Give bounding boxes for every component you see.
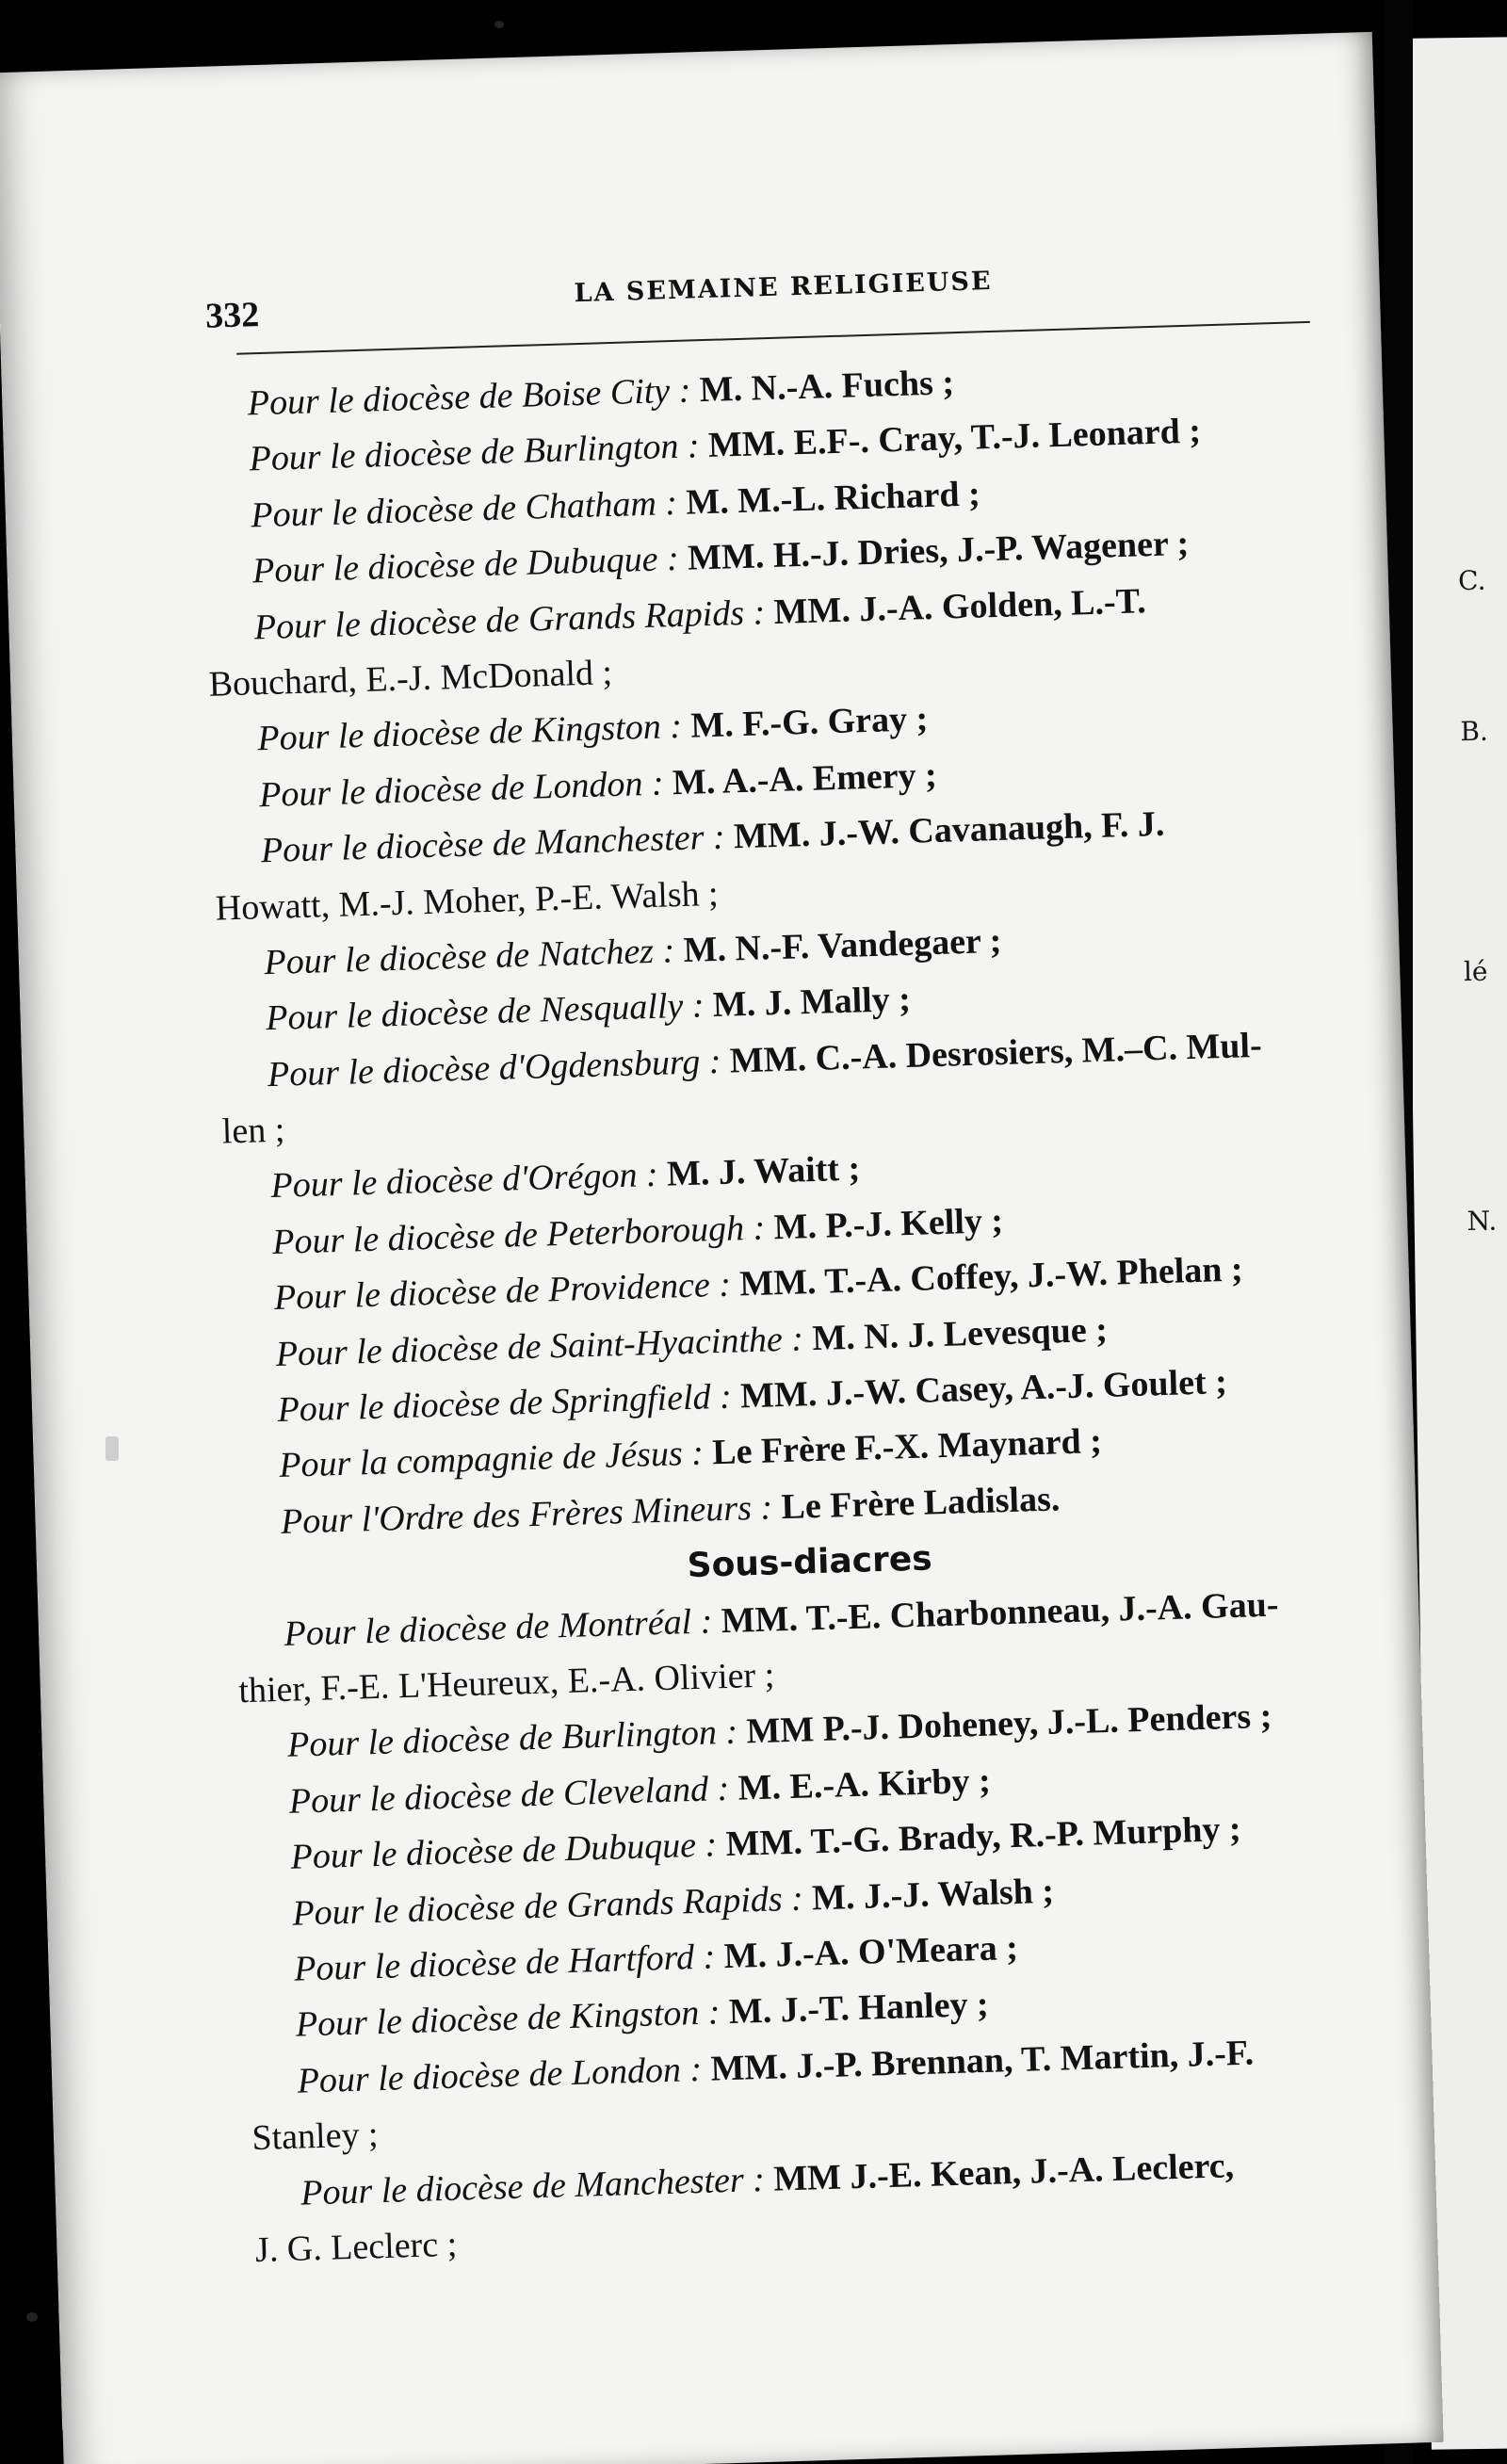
- diocese-label: Pour le diocèse de Grands Rapids :: [253, 592, 766, 647]
- diocese-label: Pour le diocèse de Cleveland :: [288, 1768, 730, 1822]
- entry-continuation: len ;: [221, 1110, 285, 1152]
- ordinand-names: M. P.-J. Kelly ;: [773, 1200, 1004, 1248]
- ordinand-names: MM. J.-W. Cavanaugh, F. J.: [733, 803, 1165, 857]
- ordinand-names: MM P.-J. Doheney, J.-L. Penders ;: [745, 1696, 1272, 1752]
- book-page: [0, 32, 1444, 2464]
- ordination-list: [171, 344, 1395, 2279]
- diocese-label: Pour le diocèse de London :: [258, 763, 665, 815]
- entry-continuation: J. G. Leclerc ;: [254, 2224, 458, 2270]
- diocese-label: Pour le diocèse de Springfield :: [276, 1376, 733, 1430]
- ordinand-names: MM. T.-G. Brady, R.-P. Murphy ;: [725, 1808, 1242, 1865]
- facing-page-fragment: N.: [1466, 1205, 1498, 1238]
- ordinand-names: M. N. J. Levesque ;: [811, 1309, 1109, 1358]
- ordinand-names: M. E.-A. Kirby ;: [737, 1760, 992, 1808]
- entry-continuation: Bouchard, E.-J. McDonald ;: [208, 653, 613, 705]
- diocese-label: Pour le diocèse de Peterborough :: [271, 1208, 766, 1262]
- diocese-label: Pour le diocèse de Kingston :: [256, 706, 683, 759]
- section-heading: Sous-diacres: [687, 1539, 933, 1586]
- ordinand-names: MM. J.-A. Golden, L.-T.: [773, 580, 1147, 632]
- facing-page-fragment: C.: [1457, 564, 1486, 597]
- diocese-label: Pour le diocèse de Dubuque :: [290, 1824, 718, 1877]
- diocese-label: Pour le diocèse de Manchester :: [300, 2159, 766, 2213]
- diocese-label: Pour le diocèse de Saint-Hyacinthe :: [275, 1319, 804, 1374]
- ordinand-names: MM J.-E. Kean, J.-A. Leclerc,: [772, 2145, 1235, 2199]
- ordinand-names: MM. C.-A. Desrosiers, M.–C. Mul-: [729, 1025, 1263, 1081]
- ordinand-names: MM. E.F-. Cray, T.-J. Leonard ;: [707, 411, 1202, 466]
- journal-title: LA SEMAINE RELIGIEUSE: [574, 266, 993, 309]
- ordinand-names: M. M.-L. Richard ;: [685, 474, 981, 523]
- ordinand-names: M. J.-A. O'Meara ;: [723, 1927, 1019, 1977]
- facing-page-fragment: B.: [1460, 715, 1489, 748]
- ordinand-names: M. J.-J. Walsh ;: [811, 1871, 1055, 1918]
- dust-speck: [494, 21, 504, 28]
- diocese-label: Pour le diocèse de Hartford :: [293, 1937, 716, 1989]
- ordinand-names: Le Frère Ladislas.: [780, 1479, 1061, 1527]
- diocese-label: Pour le diocèse de Chatham :: [250, 482, 678, 536]
- diocese-label: Pour le diocèse de Burlington :: [286, 1711, 738, 1766]
- facing-page-fragment: lé: [1463, 955, 1488, 988]
- diocese-label: Pour le diocèse de Nesqually :: [265, 985, 705, 1039]
- ordinand-names: M. A.-A. Emery ;: [672, 754, 938, 802]
- ordinand-names: M. J. Waitt ;: [666, 1148, 861, 1195]
- entry-continuation: Howatt, M.-J. Moher, P.-E. Walsh ;: [215, 873, 720, 929]
- diocese-label: Pour le diocèse de Providence :: [273, 1264, 732, 1319]
- diocese-label: Pour le diocèse de Boise City :: [247, 370, 691, 424]
- ordinand-names: M. F.-G. Gray ;: [689, 699, 929, 746]
- ordinand-names: Le Frère F.-X. Maynard ;: [711, 1421, 1103, 1473]
- running-head: [169, 236, 1309, 336]
- diocese-label: Pour le diocèse d'Ogdensburg :: [267, 1041, 722, 1094]
- ordinand-names: MM. H.-J. Dries, J.-P. Wagener ;: [687, 524, 1190, 578]
- diocese-label: Pour la compagnie de Jésus :: [278, 1433, 705, 1486]
- diocese-label: Pour le diocèse de Dubuque :: [251, 539, 680, 592]
- ordinand-names: MM. T.-E. Charbonneau, J.-A. Gau-: [721, 1584, 1279, 1641]
- ordinand-names: M. J.-T. Hanley ;: [728, 1985, 990, 2033]
- diocese-label: Pour l'Ordre des Frères Mineurs :: [280, 1487, 773, 1542]
- entry-continuation: thier, F.-E. L'Heureux, E.-A. Olivier ;: [237, 1655, 775, 1711]
- ordinand-names: MM. J.-P. Brennan, T. Martin, J.-F.: [709, 2033, 1255, 2089]
- diocese-label: Pour le diocèse de Montréal :: [284, 1600, 713, 1654]
- ordinand-names: M. J. Mally ;: [712, 980, 912, 1026]
- diocese-label: Pour le diocèse de Kingston :: [295, 1992, 721, 2045]
- page-tab-mark: [105, 1436, 119, 1461]
- diocese-label: Pour le diocèse de Burlington :: [249, 426, 701, 479]
- ordinand-names: MM. J.-W. Casey, A.-J. Goulet ;: [739, 1362, 1228, 1417]
- diocese-label: Pour le diocèse de Grands Rapids :: [291, 1878, 804, 1934]
- ordinand-names: MM. T.-A. Coffey, J.-W. Phelan ;: [738, 1249, 1244, 1305]
- entry-continuation: Stanley ;: [251, 2115, 380, 2159]
- ordinand-names: M. N.-A. Fuchs ;: [699, 363, 955, 411]
- diocese-label: Pour le diocèse de Natchez :: [263, 931, 675, 983]
- ordinand-names: M. N.-F. Vandegaer ;: [682, 920, 1002, 970]
- diocese-label: Pour le diocèse de Manchester :: [260, 817, 726, 871]
- page-number: 332: [204, 295, 260, 336]
- diocese-label: Pour le diocèse de London :: [297, 2049, 703, 2101]
- diocese-label: Pour le diocèse d'Orégon :: [269, 1155, 659, 1207]
- dust-speck: [26, 2312, 38, 2322]
